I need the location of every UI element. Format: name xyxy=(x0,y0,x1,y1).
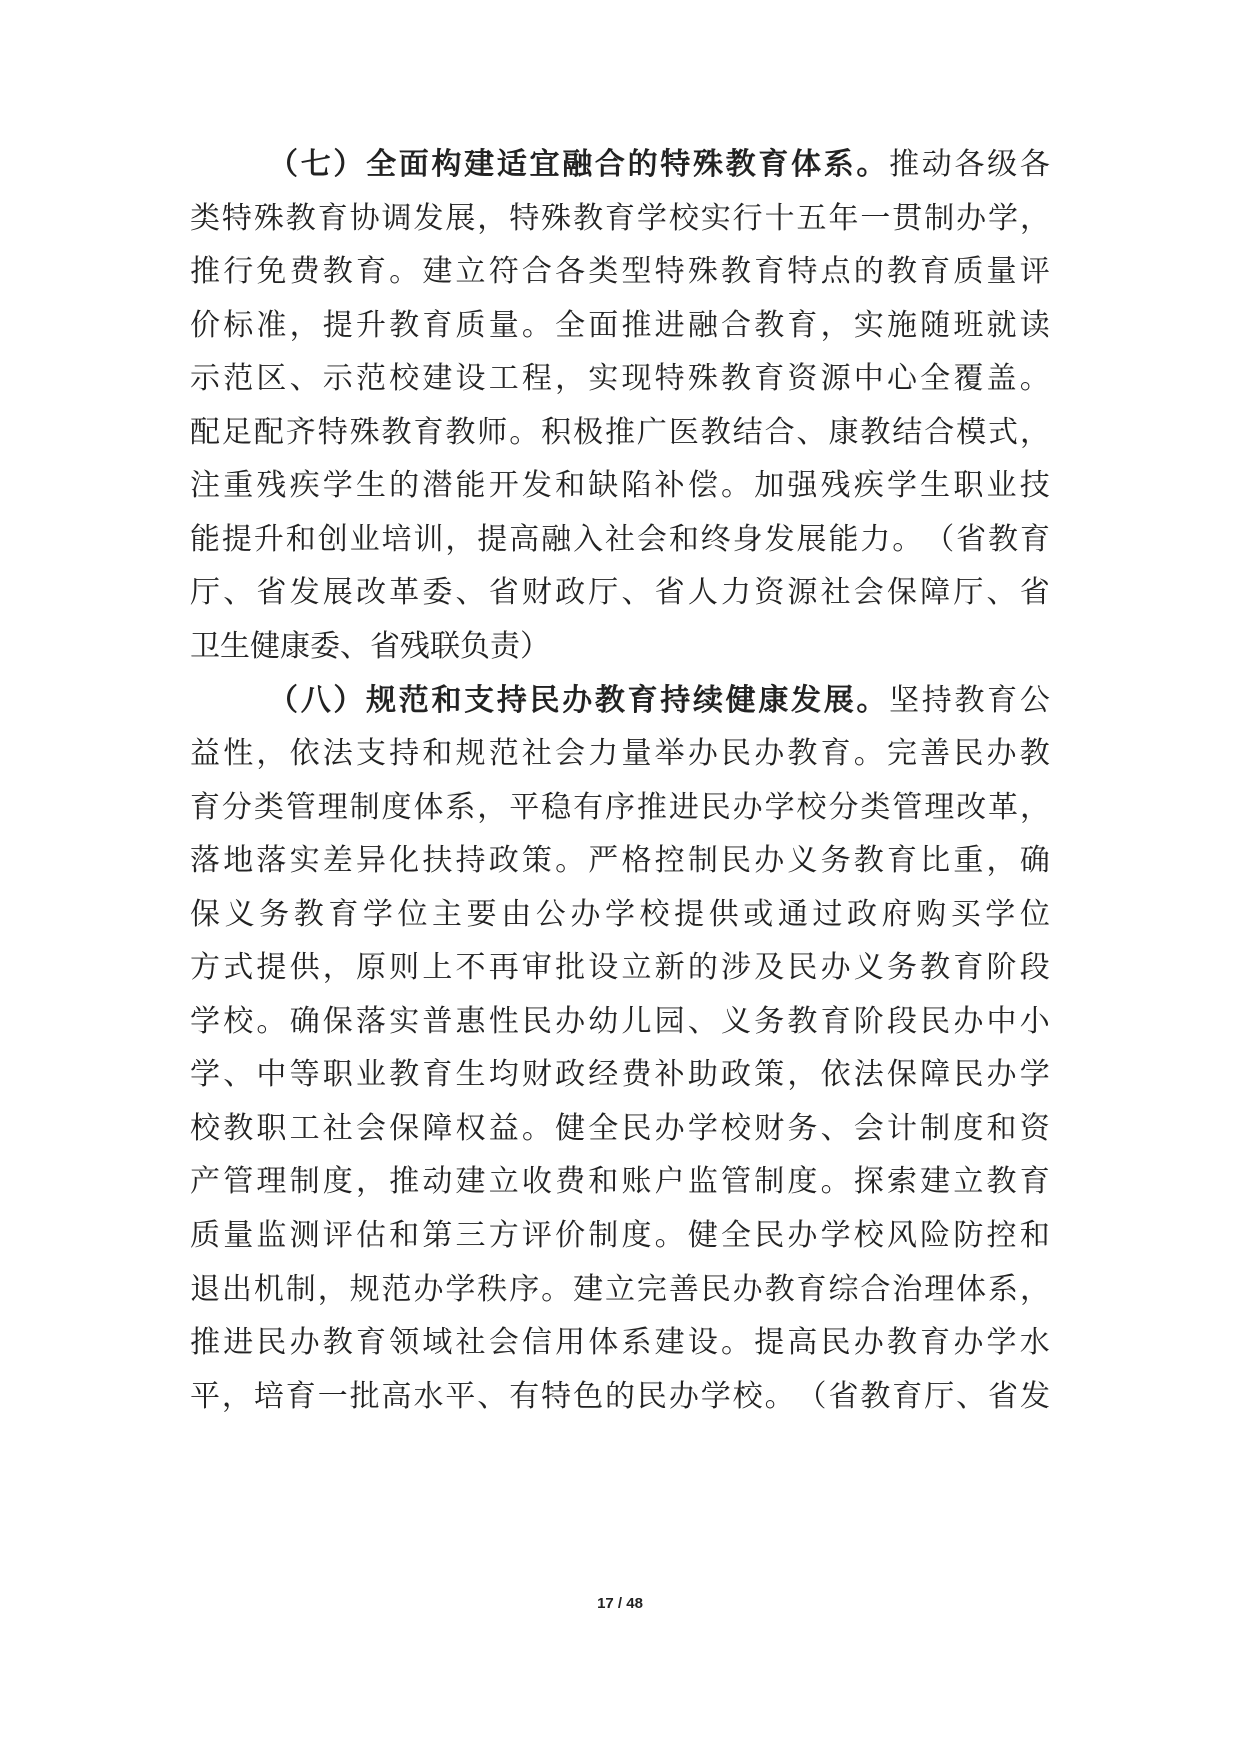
paragraph-line: 校 教 职 工 社 会 保 障 权 益 。 健 全 民 办 学 校 财 务 、 会 计 制 度 和 资 xyxy=(190,1110,1050,1146)
paragraph-line: 平 ， 培 育 一 批 高 水 平 、 有 特 色 的 民 办 学 校 。 （ 省 教 育 厅 、 省 发 xyxy=(190,1378,1050,1414)
paragraph-line: 配 足 配 齐 特 殊 教 育 教 师 。 积 极 推 广 医 教 结 合 、 康 教 结 合 模 式 ， xyxy=(190,414,1050,450)
paragraph-first-line: （ 七 ） 全 面 构 建 适 宜 融 合 的 特 殊 教 育 体 系 。 推 动 各 级 各 xyxy=(268,147,1050,182)
paragraph-line: 育 分 类 管 理 制 度 体 系 ， 平 稳 有 序 推 进 民 办 学 校 分 类 管 理 改 革 ， xyxy=(190,789,1050,825)
paragraph-line: 注 重 残 疾 学 生 的 潜 能 开 发 和 缺 陷 补 偿 。 加 强 残 疾 学 生 职 业 技 xyxy=(190,468,1050,504)
paragraph-line: 保 义 务 教 育 学 位 主 要 由 公 办 学 校 提 供 或 通 过 政 府 购 买 学 位 xyxy=(190,896,1050,932)
page-number: 17 / 48 xyxy=(597,1595,643,1612)
paragraph-line: 价 标 准 ， 提 升 教 育 质 量 。 全 面 推 进 融 合 教 育 ， 实 施 随 班 就 读 xyxy=(190,307,1050,343)
paragraph-line: 推 行 免 费 教 育 。 建 立 符 合 各 类 型 特 殊 教 育 特 点 的 教 育 质 量 评 xyxy=(190,254,1050,290)
paragraph-line: 落 地 落 实 差 异 化 扶 持 政 策 。 严 格 控 制 民 办 义 务 教 育 比 重 ， 确 xyxy=(190,843,1050,879)
paragraph-line: 推 进 民 办 教 育 领 域 社 会 信 用 体 系 建 设 。 提 高 民 办 教 育 办 学 水 xyxy=(190,1325,1050,1361)
paragraph-line: 卫 生 健 康 委 、 省 残 联 负 责 ） xyxy=(190,628,550,664)
paragraph-line: 方 式 提 供 ， 原 则 上 不 再 审 批 设 立 新 的 涉 及 民 办 义 务 教 育 阶 段 xyxy=(190,950,1050,986)
paragraph-line: 能 提 升 和 创 业 培 训 ， 提 高 融 入 社 会 和 终 身 发 展 能 力 。 （ 省 教 育 xyxy=(190,521,1050,557)
paragraph-line: 学 校 。 确 保 落 实 普 惠 性 民 办 幼 儿 园 、 义 务 教 育 阶 段 民 办 中 小 xyxy=(190,1003,1050,1039)
paragraph-line: 学 、 中 等 职 业 教 育 生 均 财 政 经 费 补 助 政 策 ， 依 法 保 障 民 办 学 xyxy=(190,1057,1050,1093)
paragraph-line: 退 出 机 制 ， 规 范 办 学 秩 序 。 建 立 完 善 民 办 教 育 综 合 治 理 体 系 ， xyxy=(190,1271,1050,1307)
paragraph-line: 益 性 ， 依 法 支 持 和 规 范 社 会 力 量 举 办 民 办 教 育 。 完 善 民 办 教 xyxy=(190,736,1050,772)
paragraph-line: 质 量 监 测 评 估 和 第 三 方 评 价 制 度 。 健 全 民 办 学 校 风 险 防 控 和 xyxy=(190,1218,1050,1253)
paragraph-line: 示 范 区 、 示 范 校 建 设 工 程 ， 实 现 特 殊 教 育 资 源 中 心 全 覆 盖 。 xyxy=(190,361,1050,397)
paragraph-line: 厅 、 省 发 展 改 革 委 、 省 财 政 厅 、 省 人 力 资 源 社 会 保 障 厅 、 省 xyxy=(190,575,1050,611)
paragraph-line: 类 特 殊 教 育 协 调 发 展 ， 特 殊 教 育 学 校 实 行 十 五 年 一 贯 制 办 学 ， xyxy=(190,200,1050,236)
paragraph-line: 产 管 理 制 度 ， 推 动 建 立 收 费 和 账 户 监 管 制 度 。 探 索 建 立 教 育 xyxy=(190,1164,1050,1200)
paragraph-first-line: （ 八 ） 规 范 和 支 持 民 办 教 育 持 续 健 康 发 展 。 坚 持 教 育 公 xyxy=(268,682,1050,718)
